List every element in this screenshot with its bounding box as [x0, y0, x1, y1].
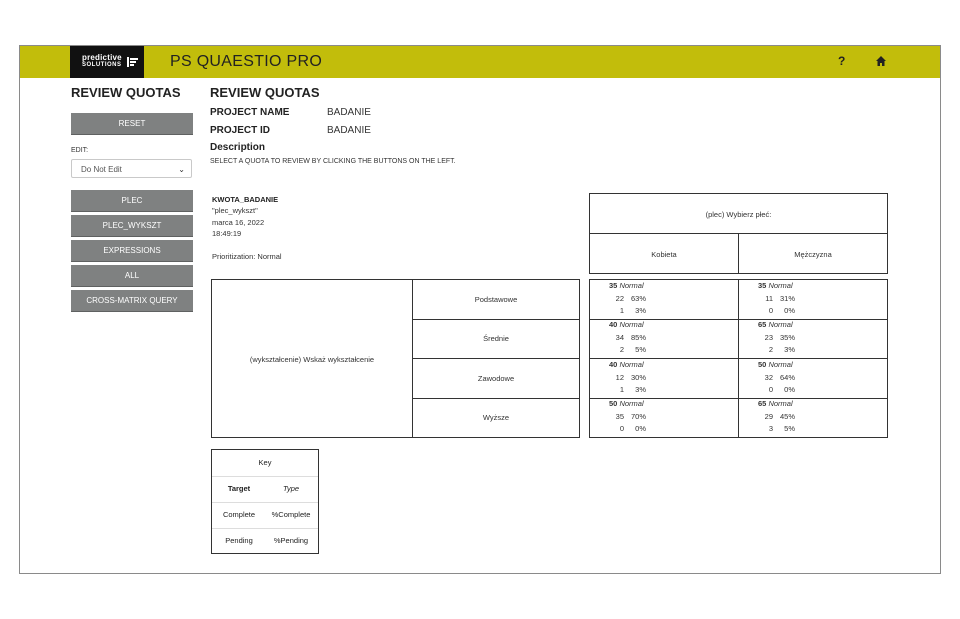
all-button[interactable]: ALL [71, 265, 193, 287]
key-type: Type [282, 484, 300, 493]
key-title: Key [258, 458, 272, 467]
home-icon[interactable] [875, 55, 887, 67]
quota-cell: 65 Normal 23 35% 2 3% [758, 320, 795, 354]
quota-cell: 65 Normal 29 45% 3 5% [758, 399, 795, 433]
row-label-srednie: Średnie [483, 334, 509, 343]
project-name-value: BADANIE [327, 107, 371, 118]
key-target: Target [227, 484, 251, 493]
quota-button-plec-wykszt[interactable]: PLEC_WYKSZT [71, 215, 193, 237]
logo-line1: predictive [82, 53, 122, 62]
key-row [212, 502, 318, 529]
quota-date: marca 16, 2022 [212, 218, 265, 227]
column-header-title: (plec) Wybierz płeć: [705, 210, 772, 219]
project-name-label: PROJECT NAME [210, 107, 290, 118]
row-label-podstawowe: Podstawowe [474, 295, 518, 304]
key-title-row [212, 450, 318, 477]
chevron-down-icon: ⌄ [178, 165, 185, 174]
row-label-zawodowe: Zawodowe [477, 374, 515, 383]
row-label-wyzsze: Wyższe [482, 413, 510, 422]
quota-cell: 40 Normal 34 85% 2 5% [609, 320, 646, 354]
quota-cell: 40 Normal 12 30% 1 3% [609, 360, 646, 394]
key-row [212, 476, 318, 503]
column-header-kobieta: Kobieta [651, 250, 677, 259]
help-button[interactable]: ? [838, 54, 846, 68]
row-header-box [211, 279, 580, 438]
quota-variables: "plec_wykszt" [212, 206, 258, 215]
edit-select-value: Do Not Edit [81, 165, 122, 174]
description-title: Description [210, 142, 266, 153]
key-complete: Complete [222, 510, 256, 519]
project-id-label: PROJECT ID [210, 125, 271, 136]
edit-select[interactable] [71, 159, 192, 178]
quota-time: 18:49:19 [212, 229, 242, 238]
key-legend [211, 449, 319, 554]
app-title: PS QUAESTIO PRO [170, 53, 323, 70]
quota-prioritization: Prioritization: Normal [212, 252, 282, 261]
expressions-button[interactable]: EXPRESSIONS [71, 240, 193, 262]
app-window [19, 45, 941, 574]
column-header-box [589, 193, 888, 274]
quota-cell: 50 Normal 35 70% 0 0% [609, 399, 646, 433]
logo-line2: SOLUTIONS [82, 62, 122, 68]
key-pct-pending: %Pending [273, 536, 309, 545]
quota-button-plec[interactable]: PLEC [71, 190, 193, 212]
quota-data-grid [589, 279, 888, 438]
key-pct-complete: %Complete [271, 510, 311, 519]
key-row [212, 528, 318, 554]
description-text: SELECT A QUOTA TO REVIEW BY CLICKING THE BUTTONS ON THE LEFT. [210, 158, 456, 165]
logo-mark-icon [127, 57, 139, 67]
key-pending: Pending [225, 536, 253, 545]
logo [70, 46, 144, 78]
cross-matrix-query-button[interactable]: CROSS-MATRIX QUERY [71, 290, 193, 312]
edit-label: EDIT: [71, 147, 89, 154]
reset-button[interactable]: RESET [71, 113, 193, 135]
project-id-value: BADANIE [327, 125, 371, 136]
quota-cell: 50 Normal 32 64% 0 0% [758, 360, 795, 394]
quota-cell: 35 Normal 11 31% 0 0% [758, 281, 795, 315]
top-bar [20, 46, 940, 78]
column-header-mezczyzna: Mężczyzna [794, 250, 832, 259]
sidebar-title: REVIEW QUOTAS [71, 85, 181, 100]
page-title: REVIEW QUOTAS [210, 85, 320, 100]
quota-name: KWOTA_BADANIE [212, 195, 279, 204]
quota-cell: 35 Normal 22 63% 1 3% [609, 281, 646, 315]
row-header-title: (wykształcenie) Wskaż wykształcenie [249, 355, 375, 364]
